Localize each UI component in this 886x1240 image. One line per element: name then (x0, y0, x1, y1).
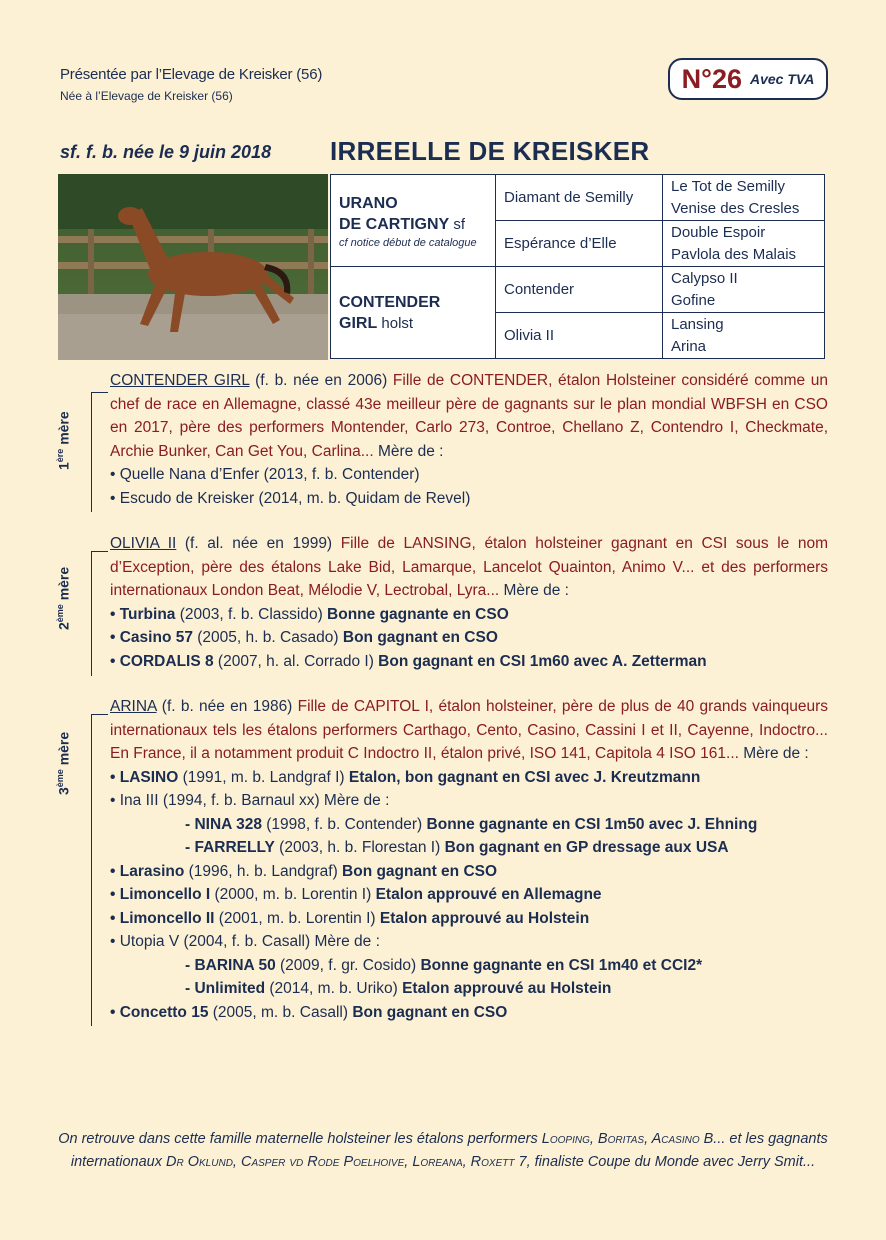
sire-registry: sf (453, 215, 466, 233)
mere3-subitem: - NINA 328 (1998, f. b. Contender) Bonne gagnante en CSI 1m50 avec J. Ehning (185, 815, 758, 833)
pedigree-table (330, 174, 825, 359)
mere1-item: • Escudo de Kreisker (2014, m. b. Quidam de Revel) (110, 489, 471, 507)
mere1-bracket-top (91, 392, 108, 393)
dd-grandparents (663, 313, 825, 359)
ddd-name: Arina (671, 337, 707, 355)
mere3-details: (f. b. née en 1986) (156, 698, 298, 715)
mere3-item: • Limoncello I (2000, m. b. Lorentin I) Etalon approuvé en Allemagne (110, 886, 602, 903)
mere1-label: 1ère mère (55, 411, 72, 470)
lot-tva: Avec TVA (750, 71, 815, 87)
ds-grandparents (663, 267, 825, 313)
mere2-details: (f. al. née en 1999) (176, 535, 341, 552)
mere2-item: • CORDALIS 8 (2007, h. al. Corrado I) Bon gagnant en CSI 1m60 avec A. Zetterman (110, 652, 707, 670)
sds-name: Double Espoir (671, 223, 766, 241)
sd-grandparents (663, 221, 825, 267)
mere3-label: 3ème mère (55, 731, 72, 795)
mere2-bracket (91, 551, 92, 676)
sire-sire-cell: Diamant de Semilly (496, 175, 663, 221)
mere3-item: • Larasino (1996, h. b. Landgraf) Bon gagnant en CSO (110, 862, 498, 880)
ss-grandparents (663, 175, 825, 221)
sire-dam-cell: Espérance d’Elle (496, 221, 663, 267)
mere2-mere-de: Mère de : (499, 582, 569, 599)
sdd-name: Pavlola des Malais (671, 245, 797, 263)
mere3-item: • Concetto 15 (2005, m. b. Casall) Bon gagnant en CSO (110, 1003, 508, 1021)
sire-name-line2: DE CARTIGNY (339, 215, 450, 233)
mere2-item: • Turbina (2003, f. b. Classido) Bonne gagnante en CSO (110, 605, 509, 623)
foal-photo (58, 174, 328, 360)
mere3-bracket-top (91, 714, 108, 715)
mere1-bracket (91, 392, 92, 512)
sire-name-line1: URANO (339, 194, 398, 212)
mere3-text: Fille de CAPITOL I, étalon holsteiner, père de plus de 40 grands vainqueurs internationaux tels les étalons performers Carthago, Cento, Casino, Cassini I et II, Cayenne, Indoctro... En France, il a notamment produit C Indoctro II, étalon privé, ISO 141, Capitola 4 ISO 161... (110, 698, 828, 762)
mere1-text: Fille de CONTENDER, étalon Holsteiner considéré comme un chef de race en Allemagne, classé 43e meilleur père de gagnants sur le plan mondial WBFSH en CSO en 2017, père des performers Montender, Carlo 273, Controe, Chellano Z, Contendro I, Checkmate, Archie Bunker, Can Get You, Carlina... (110, 372, 829, 460)
mere2-name: OLIVIA II (110, 535, 177, 552)
mere3-subitem: - Unlimited (2014, m. b. Uriko) Etalon approuvé au Holstein (185, 980, 612, 997)
dam-name-line1: CONTENDER (339, 293, 441, 311)
sire-note: cf notice début de catalogue (339, 236, 477, 249)
mere3-subitem: - BARINA 50 (2009, f. gr. Cosido) Bonne gagnante en CSI 1m40 et CCI2* (185, 956, 703, 974)
dss-name: Calypso II (671, 269, 738, 287)
mere3-item: • LASINO (1991, m. b. Landgraf I) Etalon, bon gagnant en CSI avec J. Kreutzmann (110, 768, 701, 786)
mere3-subitem: - FARRELLY (2003, h. b. Florestan I) Bon gagnant en GP dressage aux USA (185, 839, 729, 856)
lot-number: N°26 (681, 63, 742, 94)
sss-name: Le Tot de Semilly (671, 177, 785, 195)
mere3-bracket (91, 714, 92, 1026)
mere3-item: • Utopia V (2004, f. b. Casall) Mère de : (110, 933, 380, 950)
mere3-section (110, 695, 828, 1024)
mere2-item: • Casino 57 (2005, h. b. Casado) Bon gagnant en CSO (110, 629, 498, 646)
mere1-mere-de: Mère de : (373, 442, 444, 460)
dds-name: Lansing (671, 315, 724, 333)
mere3-name: ARINA (110, 698, 157, 715)
sire-cell (331, 175, 496, 267)
mere3-mere-de: Mère de : (738, 745, 809, 762)
mere2-text: Fille de LANSING, étalon holsteiner gagnant en CSI sous le nom d’Exception, père des étalons Lake Bid, Lamarque, Lancelot Quainton, Animo V... et des performers internationaux London Beat, Mélodie V, Lectrobal, Lyra... (110, 535, 828, 599)
mere1-item: • Quelle Nana d’Enfer (2013, f. b. Contender) (110, 466, 420, 483)
mere2-section (110, 532, 828, 673)
ssd-name: Venise des Cresles (671, 199, 800, 217)
birthplace-line: Née à l’Elevage de Kreisker (56) (60, 89, 233, 103)
family-summary: On retrouve dans cette famille maternelle holsteiner les étalons performers Looping, Boritas, Acasino B... et les gagnants internationaux Dr Oklund, Casper vd Rode Poelhoive, Loreana, Roxett 7, finaliste Coupe du Monde avec Jerry Smit... (58, 1131, 828, 1170)
mere2-label: 2ème mère (55, 566, 72, 630)
mere3-item: • Ina III (1994, f. b. Barnaul xx) Mère de : (110, 792, 390, 809)
dam-name-line2: GIRL (339, 314, 378, 332)
horse-meta: sf. f. b. née le 9 juin 2018 (60, 142, 272, 162)
mere2-bracket-top (91, 551, 108, 552)
presenter-line: Présentée par l’Elevage de Kreisker (56) (60, 66, 323, 83)
dam-dam-cell: Olivia II (496, 313, 663, 359)
dam-registry: holst (381, 314, 414, 332)
mere1-name: CONTENDER GIRL (110, 372, 250, 389)
mere1-details: (f. b. née en 2006) (249, 372, 393, 389)
dam-sire-cell: Contender (496, 267, 663, 313)
mere3-item: • Limoncello II (2001, m. b. Lorentin I) Etalon approuvé au Holstein (110, 909, 590, 927)
horse-name: IRREELLE DE KREISKER (330, 136, 650, 166)
lot-badge (668, 58, 828, 100)
dsd-name: Gofine (671, 291, 716, 309)
dam-cell (331, 267, 496, 359)
mere1-section (110, 369, 828, 510)
